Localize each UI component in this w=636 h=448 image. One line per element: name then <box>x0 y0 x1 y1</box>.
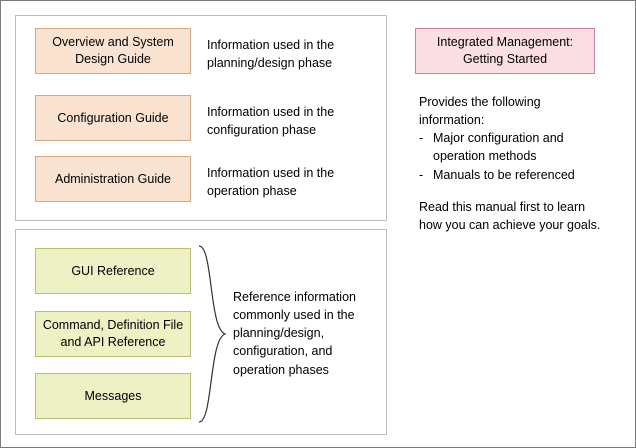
overview-design-guide-label: Overview and System Design Guide <box>52 35 174 66</box>
right-intro-text <box>419 93 605 129</box>
command-api-reference-box[interactable] <box>35 311 191 357</box>
administration-guide-description: Information used in the operation phase <box>207 166 335 199</box>
right-column-text <box>419 93 605 248</box>
integrated-management-box[interactable] <box>415 28 595 74</box>
overview-design-guide-box[interactable] <box>35 28 191 74</box>
list-item <box>419 166 605 184</box>
integrated-management-label: Integrated Management: Getting Started <box>436 35 574 66</box>
right-intro-line: Provides the following information: <box>419 95 541 128</box>
reference-description: Reference information commonly used in the planning/design, configuration, and operation phases <box>233 290 356 377</box>
messages-label: Messages <box>84 388 142 403</box>
gui-reference-label: GUI Reference <box>71 263 155 278</box>
configuration-guide-box[interactable] <box>35 95 191 141</box>
list-item <box>419 129 605 165</box>
overview-design-guide-description: Information used in the planning/design phase <box>207 38 335 71</box>
command-api-reference-label: Command, Definition File and API Reference <box>42 318 184 349</box>
bullet-text: Major configuration and operation methods <box>433 131 564 164</box>
messages-box[interactable] <box>35 373 191 419</box>
configuration-guide-description: Information used in the configuration phase <box>207 105 335 138</box>
dash-bullet-icon: - <box>419 131 424 146</box>
administration-guide-label: Administration Guide <box>54 171 172 186</box>
right-closing-text: Read this manual first to learn how you can achieve your goals. <box>419 199 601 232</box>
gui-reference-box[interactable] <box>35 248 191 294</box>
configuration-guide-label: Configuration Guide <box>57 110 169 125</box>
curly-brace-icon <box>197 244 227 424</box>
right-bullet-list <box>419 129 605 183</box>
bullet-text: Manuals to be referenced <box>433 167 575 182</box>
administration-guide-box[interactable] <box>35 156 191 202</box>
dash-bullet-icon: - <box>419 167 424 182</box>
